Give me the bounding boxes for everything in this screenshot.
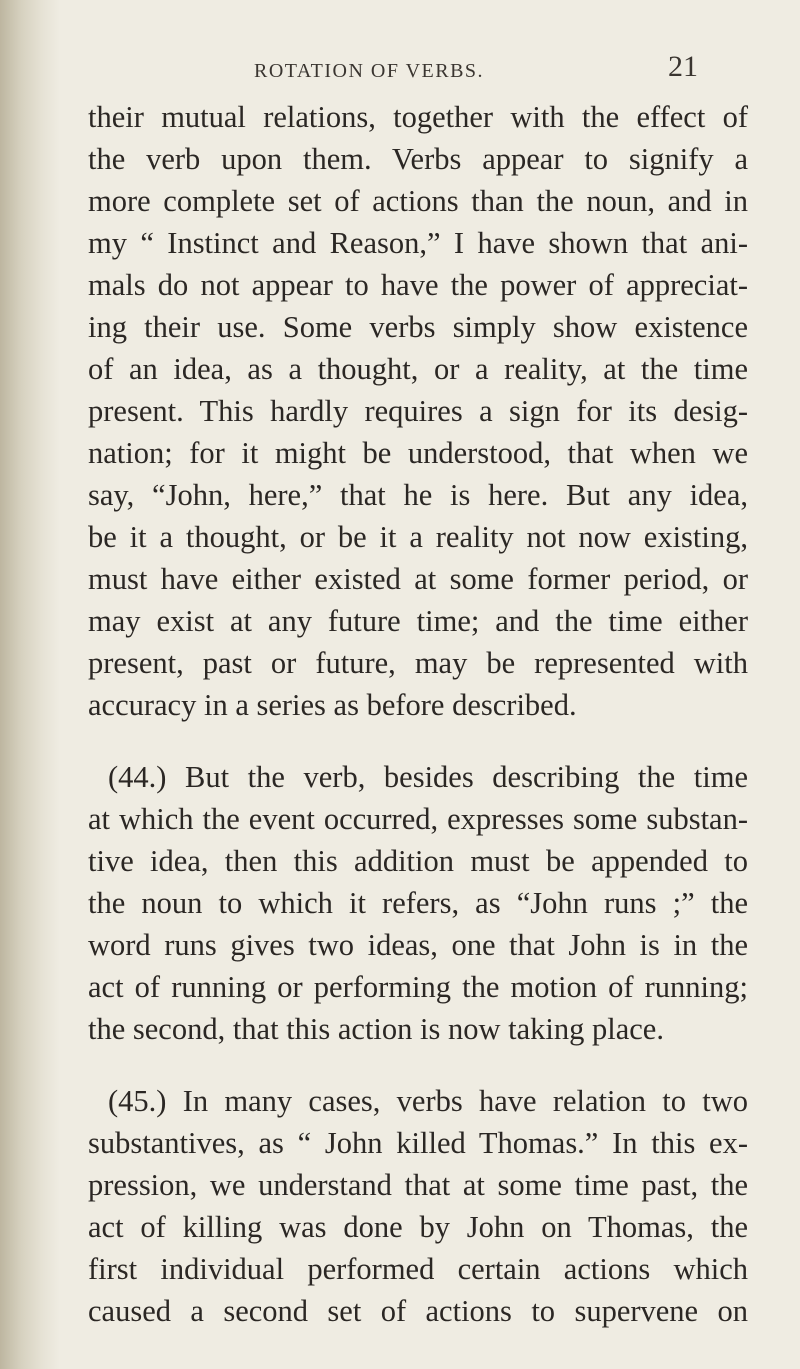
paragraph-2: [88, 756, 748, 1050]
text-line: ing their use. Some verbs simply show existence: [88, 310, 748, 344]
text-line: mals do not appear to have the power of appreciat-: [88, 268, 748, 302]
text-line: must have either existed at some former period, or: [88, 562, 748, 596]
text-line: caused a second set of actions to supervene on: [88, 1294, 748, 1328]
page-header: [0, 48, 800, 88]
text-line: more complete set of actions than the noun, and in: [88, 184, 748, 218]
text-line: (45.) In many cases, verbs have relation to two: [108, 1084, 748, 1118]
text-line: first individual performed certain actions which: [88, 1252, 748, 1286]
text-line: the verb upon them. Verbs appear to signify a: [88, 142, 748, 176]
running-head: ROTATION OF VERBS.: [254, 60, 485, 82]
text-line: their mutual relations, together with the effect of: [88, 100, 748, 134]
text-line: the second, that this action is now taking place.: [88, 1012, 664, 1046]
paragraph-1: [88, 96, 748, 726]
text-line: may exist at any future time; and the time either: [88, 604, 748, 638]
text-line: (44.) But the verb, besides describing the time: [108, 760, 748, 794]
text-line: my “ Instinct and Reason,” I have shown that ani-: [88, 226, 748, 260]
page-number: 21: [668, 50, 698, 83]
text-line: pression, we understand that at some time past, the: [88, 1168, 748, 1202]
text-line: word runs gives two ideas, one that John is in the: [88, 928, 748, 962]
text-line: accuracy in a series as before described.: [88, 688, 577, 722]
text-line: at which the event occurred, expresses some substan-: [88, 802, 748, 836]
text-line: act of killing was done by John on Thomas, the: [88, 1210, 748, 1244]
paragraph-3: [88, 1080, 748, 1332]
text-line: substantives, as “ John killed Thomas.” In this ex-: [88, 1126, 748, 1160]
text-line: present. This hardly requires a sign for its desig-: [88, 394, 748, 428]
text-line: of an idea, as a thought, or a reality, at the time: [88, 352, 748, 386]
text-line: be it a thought, or be it a reality not now existing,: [88, 520, 748, 554]
text-line: the noun to which it refers, as “John runs ;” the: [88, 886, 748, 920]
text-line: tive idea, then this addition must be appended to: [88, 844, 748, 878]
text-line: present, past or future, may be represented with: [88, 646, 748, 680]
text-line: say, “John, here,” that he is here. But any idea,: [88, 478, 748, 512]
body-text: [88, 96, 748, 1332]
text-line: nation; for it might be understood, that when we: [88, 436, 748, 470]
text-line: act of running or performing the motion of running;: [88, 970, 748, 1004]
